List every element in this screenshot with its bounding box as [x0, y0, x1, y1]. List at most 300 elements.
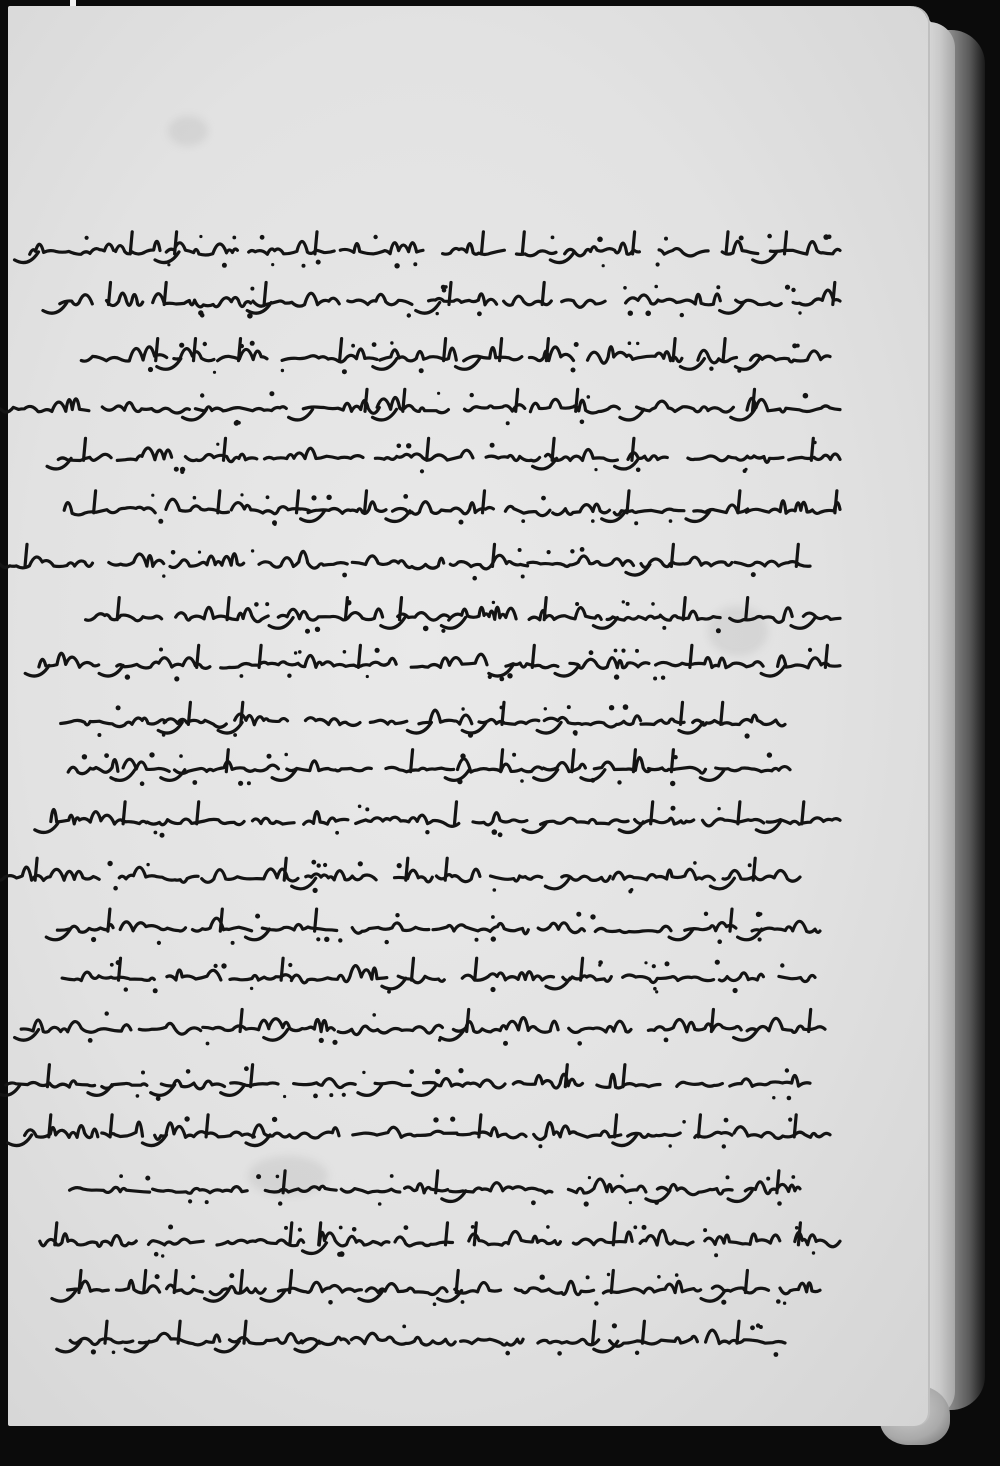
- ink-dot: [298, 650, 302, 654]
- ink-dot: [546, 1225, 550, 1229]
- ink-dot: [745, 733, 750, 738]
- ink-dot: [808, 648, 812, 652]
- ink-dot: [716, 628, 721, 633]
- ink-dot: [168, 1225, 173, 1230]
- ink-dot: [716, 285, 720, 289]
- ink-path: [61, 702, 785, 733]
- handwriting-stroke: [65, 324, 840, 376]
- ink-dot: [193, 496, 197, 500]
- ink-dot: [538, 1144, 542, 1148]
- ink-dot: [406, 443, 411, 448]
- ink-dot: [609, 705, 614, 710]
- ink-dot: [214, 964, 218, 968]
- handwriting-stroke: [65, 844, 840, 896]
- ink-dot: [491, 915, 495, 919]
- ink-dot: [651, 602, 655, 606]
- manuscript-line: [65, 636, 840, 688]
- ink-dot: [623, 286, 627, 290]
- ink-dot: [587, 395, 591, 399]
- ink-dot: [160, 833, 165, 838]
- manuscript-line: [65, 1104, 840, 1156]
- ink-dot: [722, 1144, 726, 1148]
- ink-dot: [471, 1225, 475, 1229]
- ink-dot: [328, 1300, 333, 1305]
- ink-dot: [402, 1325, 406, 1329]
- ink-dot: [750, 1325, 755, 1330]
- ink-dot: [680, 313, 684, 317]
- ink-dot: [352, 1227, 357, 1232]
- ink-dot: [795, 1226, 799, 1230]
- handwriting-stroke: [65, 1000, 840, 1052]
- ink-dot: [319, 1038, 324, 1043]
- ink-path: [47, 438, 840, 469]
- ink-dot: [358, 805, 362, 809]
- ink-dot: [597, 237, 603, 243]
- ink-dot: [621, 649, 625, 653]
- ink-dot: [614, 649, 618, 653]
- ink-path: [52, 1271, 820, 1302]
- ink-dot: [783, 1302, 786, 1305]
- ink-dot: [288, 963, 292, 967]
- ink-dot: [756, 912, 761, 917]
- ink-dot: [162, 733, 166, 737]
- ink-dot: [256, 1174, 261, 1179]
- manuscript-line: [65, 1312, 840, 1364]
- ink-dot: [437, 392, 440, 395]
- manuscript-line: [65, 220, 840, 272]
- manuscript-line: [65, 1208, 840, 1260]
- ink-dot: [88, 1038, 93, 1043]
- ink-dot: [229, 1273, 234, 1278]
- ink-dot: [766, 1177, 770, 1181]
- ink-dot: [323, 863, 327, 867]
- manuscript-line: [65, 376, 840, 428]
- ink-dot: [577, 1041, 582, 1046]
- manuscript-line: [65, 792, 840, 844]
- ink-dot: [335, 831, 339, 835]
- manuscript-line: [65, 480, 840, 532]
- ink-dot: [758, 937, 762, 941]
- ink-dot: [477, 311, 482, 316]
- ink-dot: [580, 420, 585, 425]
- ink-dot: [733, 988, 738, 993]
- ink-dot: [787, 1096, 792, 1101]
- ink-dot: [628, 311, 633, 316]
- ink-dot: [91, 1349, 96, 1354]
- manuscript-line: [65, 272, 840, 324]
- ink-dot: [675, 1273, 679, 1277]
- manuscript-line: [65, 324, 840, 376]
- handwriting-stroke: [65, 428, 840, 480]
- ink-dot: [159, 648, 163, 652]
- ink-dot: [744, 468, 747, 471]
- ink-dot: [636, 468, 641, 473]
- ink-dot: [512, 753, 516, 757]
- ink-dot: [315, 627, 320, 632]
- ink-dot: [339, 1226, 343, 1230]
- ink-dot: [635, 649, 639, 653]
- ink-dot: [198, 551, 201, 554]
- ink-dot: [342, 369, 347, 374]
- manuscript-line: [65, 740, 840, 792]
- ink-dot: [284, 1226, 288, 1230]
- ink-dot: [154, 831, 158, 835]
- ink-dot: [192, 780, 197, 785]
- handwriting-stroke: [65, 1104, 840, 1156]
- handwriting-stroke: [65, 1208, 840, 1260]
- ink-dot: [373, 235, 377, 239]
- ink-dot: [284, 753, 288, 757]
- ink-dot: [409, 1069, 414, 1074]
- ink-dot: [500, 706, 504, 710]
- ink-dot: [470, 393, 474, 397]
- ink-dot: [420, 469, 424, 473]
- ink-dot: [656, 262, 660, 266]
- handwriting-stroke: [65, 948, 840, 1000]
- ink-dot: [119, 1174, 123, 1178]
- ink-dot: [661, 676, 665, 680]
- ink-dot: [623, 704, 629, 710]
- ink-dot: [551, 236, 555, 240]
- ink-dot: [305, 629, 310, 634]
- ink-dot: [82, 754, 87, 759]
- ink-dot: [247, 781, 251, 785]
- ink-dot: [748, 863, 752, 867]
- ink-dot: [200, 313, 205, 318]
- ink-path: [0, 389, 840, 420]
- ink-dot: [721, 1300, 726, 1305]
- ink-dot: [655, 990, 658, 993]
- ink-dot: [652, 964, 656, 968]
- handwriting-stroke: [65, 688, 840, 740]
- ink-dot: [796, 344, 800, 348]
- ink-dot: [591, 519, 595, 523]
- handwriting-stroke: [65, 220, 840, 272]
- ink-dot: [316, 937, 320, 941]
- ink-dot: [492, 601, 495, 604]
- ink-dot: [234, 421, 239, 426]
- ink-dot: [278, 1201, 282, 1205]
- ink-dot: [244, 1066, 249, 1071]
- ink-dot: [461, 1300, 465, 1304]
- ink-dot: [759, 1325, 763, 1329]
- ink-dot: [567, 705, 571, 709]
- manuscript-line: [65, 428, 840, 480]
- ink-dot: [267, 754, 272, 759]
- ink-path: [86, 598, 840, 629]
- ink-dot: [468, 733, 473, 738]
- ink-dot: [791, 1175, 795, 1179]
- ink-path: [40, 1223, 840, 1254]
- ink-dot: [343, 650, 347, 654]
- ink-dot: [404, 1225, 409, 1230]
- handwriting-stroke: [65, 480, 840, 532]
- ink-dot: [231, 941, 235, 945]
- ink-dot: [654, 1200, 659, 1205]
- ink-dot: [642, 1225, 647, 1230]
- ink-dot: [222, 263, 227, 268]
- ink-dot: [113, 886, 118, 891]
- ink-path: [15, 1010, 825, 1041]
- handwriting-stroke: [65, 584, 840, 636]
- ink-path: [0, 858, 800, 889]
- ink-dot: [520, 779, 524, 783]
- ink-path: [35, 802, 840, 833]
- ink-dot: [785, 285, 790, 290]
- ink-dot: [313, 888, 318, 893]
- ink-dot: [151, 494, 154, 497]
- ink-dot: [630, 888, 633, 891]
- ink-dot: [294, 651, 297, 654]
- ink-dot: [780, 963, 784, 967]
- ink-dot: [662, 626, 666, 630]
- handwriting-stroke: [65, 1260, 840, 1312]
- ink-dot: [358, 861, 363, 866]
- ink-dot: [154, 1252, 159, 1257]
- ink-dot: [174, 467, 179, 472]
- ink-dot: [584, 1201, 589, 1206]
- ink-dot: [521, 575, 525, 579]
- ink-dot: [472, 576, 477, 581]
- ink-dot: [644, 961, 647, 964]
- ink-path: [81, 339, 830, 370]
- ink-dot: [547, 550, 551, 554]
- ink-dot: [571, 368, 576, 373]
- ink-dot: [362, 1071, 365, 1074]
- ink-dot: [149, 752, 154, 757]
- manuscript-line: [65, 844, 840, 896]
- handwritten-text-block: [65, 220, 840, 1310]
- ink-dot: [287, 674, 291, 678]
- ink-dot: [629, 1201, 632, 1204]
- ink-dot: [110, 963, 114, 967]
- ink-path: [68, 750, 790, 781]
- ink-dot: [653, 987, 657, 991]
- ink-dot: [324, 937, 329, 942]
- ink-dot: [260, 235, 265, 240]
- ink-dot: [387, 990, 391, 994]
- ink-dot: [682, 1120, 686, 1124]
- ink-dot: [767, 752, 772, 757]
- ink-dot: [635, 1351, 639, 1355]
- manuscript-line: [65, 948, 840, 1000]
- ink-dot: [438, 1038, 441, 1041]
- ink-dot: [298, 1228, 302, 1232]
- ink-dot: [777, 1201, 782, 1206]
- ink-dot: [703, 1228, 707, 1232]
- ink-path: [70, 1171, 800, 1202]
- ink-dot: [575, 602, 579, 606]
- ink-dot: [199, 235, 202, 238]
- ink-dot: [657, 1275, 661, 1279]
- ink-dot: [281, 369, 284, 372]
- ink-dot: [216, 443, 219, 446]
- ink-dot: [493, 888, 497, 892]
- ink-dot: [433, 1117, 438, 1122]
- ink-dot: [313, 1094, 318, 1099]
- ink-dot: [206, 1042, 210, 1046]
- ink-dot: [311, 495, 316, 500]
- ink-dot: [247, 313, 253, 319]
- ink-dot: [813, 441, 816, 444]
- ink-dot: [498, 832, 503, 837]
- manuscript-line: [65, 896, 840, 948]
- ink-dot: [114, 778, 118, 782]
- ink-dot: [145, 1176, 150, 1181]
- ink-dot: [346, 600, 351, 605]
- ink-dot: [184, 1116, 189, 1121]
- ink-dot: [788, 1118, 792, 1122]
- ink-dot: [180, 467, 185, 472]
- ink-dot: [450, 1117, 455, 1122]
- ink-dot: [751, 572, 756, 577]
- ink-path: [57, 1321, 785, 1352]
- ink-dot: [798, 311, 801, 314]
- ink-dot: [767, 234, 772, 239]
- ink-dot: [693, 861, 697, 865]
- ink-dot: [423, 626, 429, 632]
- ink-dot: [518, 548, 522, 552]
- ink-dot: [221, 963, 226, 968]
- ink-dot: [670, 781, 675, 786]
- ink-dot: [395, 913, 399, 917]
- ink-dot: [326, 495, 331, 500]
- ink-dot: [461, 707, 464, 710]
- ink-dot: [776, 1299, 781, 1304]
- ink-dot: [614, 674, 619, 679]
- ink-dot: [155, 1274, 160, 1279]
- ink-dot: [375, 648, 380, 653]
- ink-dot: [332, 1040, 337, 1045]
- ink-dot: [633, 1225, 637, 1229]
- ink-dot: [140, 781, 145, 786]
- ink-dot: [521, 519, 525, 523]
- handwriting-stroke: [65, 272, 840, 324]
- ink-dot: [276, 1175, 280, 1179]
- ink-dot: [251, 549, 254, 552]
- ink-dot: [116, 705, 121, 710]
- ink-dot: [203, 342, 207, 346]
- ink-dot: [107, 861, 112, 866]
- ink-dot: [156, 1096, 161, 1101]
- ink-dot: [272, 520, 277, 525]
- ink-dot: [378, 1202, 382, 1206]
- ink-dot: [671, 806, 676, 811]
- ink-dot: [104, 753, 109, 758]
- ink-dot: [136, 1094, 140, 1098]
- handwriting-stroke: [65, 532, 840, 584]
- manuscript-line: [65, 584, 840, 636]
- ink-dot: [531, 1200, 536, 1205]
- ink-dot: [588, 1176, 591, 1179]
- manuscript-line: [65, 1052, 840, 1104]
- ink-dot: [490, 443, 495, 448]
- ink-dot: [774, 1352, 779, 1357]
- ink-dot: [158, 519, 163, 524]
- ink-path: [0, 1065, 810, 1096]
- ink-dot: [654, 285, 658, 289]
- ink-dot: [171, 550, 176, 555]
- ink-dot: [271, 263, 274, 266]
- ink-dot: [238, 781, 243, 786]
- ink-dot: [413, 262, 417, 266]
- handwriting-stroke: [65, 740, 840, 792]
- handwriting-stroke: [65, 376, 840, 428]
- ink-dot: [269, 391, 274, 396]
- ink-dot: [254, 602, 259, 607]
- ink-dot: [709, 367, 713, 371]
- ink-dot: [570, 549, 574, 553]
- manuscript-line: [65, 1156, 840, 1208]
- ink-dot: [316, 260, 321, 265]
- ink-dot: [250, 987, 253, 990]
- ink-dot: [342, 1093, 346, 1097]
- ink-dot: [366, 675, 369, 678]
- ink-dot: [148, 367, 153, 372]
- ink-dot: [645, 311, 651, 317]
- ink-dot: [85, 236, 89, 240]
- ink-dot: [507, 673, 512, 678]
- ink-dot: [157, 941, 161, 945]
- ink-dot: [499, 677, 504, 682]
- ink-dot: [490, 987, 495, 992]
- ink-dot: [580, 547, 585, 552]
- ink-dot: [174, 676, 179, 681]
- ink-dot: [213, 371, 216, 374]
- ink-dot: [272, 1117, 277, 1122]
- ink-dot: [653, 677, 657, 681]
- ink-path: [0, 544, 810, 575]
- ink-dot: [205, 1200, 209, 1204]
- ink-dot: [785, 1068, 789, 1072]
- ink-dot: [390, 341, 393, 344]
- ink-path: [8, 1115, 830, 1146]
- manuscript-line: [65, 532, 840, 584]
- ink-dot: [803, 393, 809, 399]
- ink-dot: [827, 235, 832, 240]
- ink-dot: [397, 444, 402, 449]
- ink-dot: [167, 263, 170, 266]
- ink-dot: [791, 288, 795, 292]
- handwriting-stroke: [65, 636, 840, 688]
- ink-dot: [329, 1093, 333, 1097]
- ink-dot: [372, 342, 377, 347]
- ink-dot: [505, 1351, 510, 1356]
- ink-dot: [503, 1041, 508, 1046]
- ink-dot: [673, 755, 677, 759]
- ink-dot: [724, 1118, 729, 1123]
- ink-dot: [492, 829, 498, 835]
- ink-dot: [717, 807, 720, 810]
- ink-dot: [161, 1254, 164, 1257]
- ink-dot: [419, 368, 424, 373]
- ink-dot: [544, 707, 547, 710]
- ink-dot: [200, 393, 204, 397]
- ink-dot: [188, 1199, 192, 1203]
- ink-dot: [240, 674, 244, 678]
- ink-dot: [179, 343, 184, 348]
- ink-dot: [576, 912, 581, 917]
- ink-dot: [626, 602, 630, 606]
- ink-dot: [372, 1013, 376, 1017]
- ink-dot: [232, 236, 236, 240]
- ink-dot: [590, 914, 595, 919]
- ink-dot: [772, 1096, 775, 1099]
- handwriting-stroke: [65, 792, 840, 844]
- ink-dot: [704, 912, 708, 916]
- ink-dot: [179, 754, 183, 758]
- ink-dot: [435, 1069, 440, 1074]
